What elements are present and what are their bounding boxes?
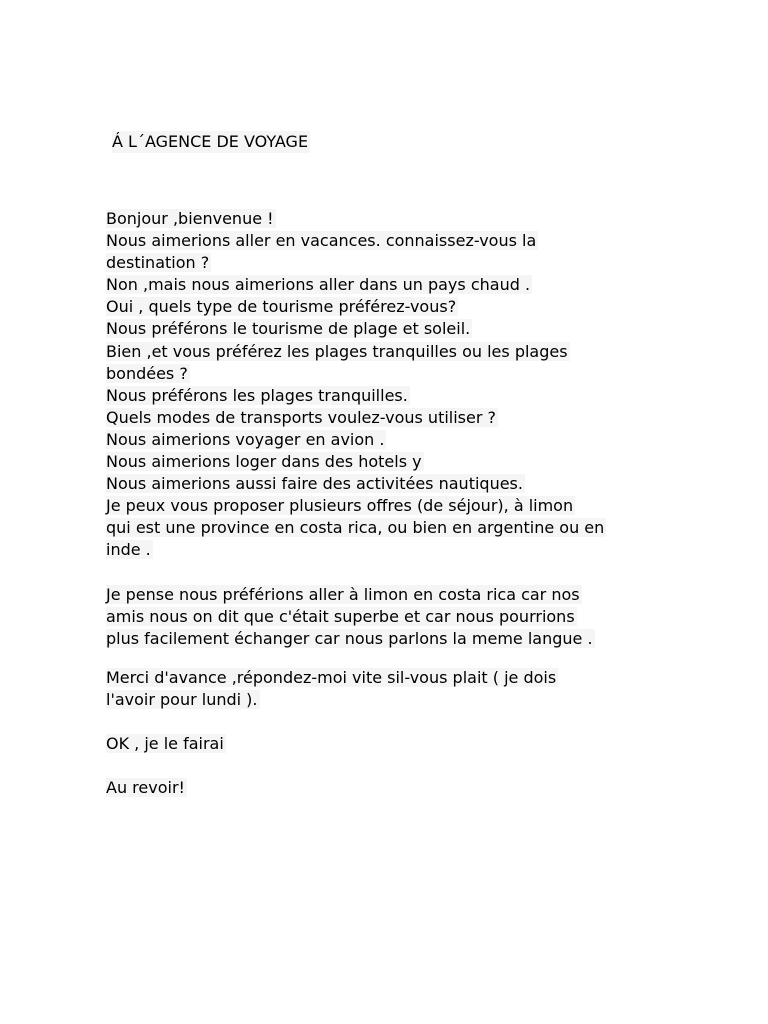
paragraph-gap <box>106 755 676 777</box>
text-line: Nous aimerions aller en vacances. connaissez-vous la <box>106 231 537 251</box>
text-line: Je peux vous proposer plusieurs offres (de séjour), à limon <box>106 496 574 516</box>
text-line: Non ,mais nous aimerions aller dans un pays chaud . <box>106 275 531 295</box>
document-title: Á L´AGENCE DE VOYAGE <box>112 132 309 151</box>
text-line: Nous préférons les plages tranquilles. <box>106 385 408 405</box>
text-line: amis nous on dit que c'était superbe et car nous pourrions <box>106 606 575 626</box>
document-body <box>106 208 676 799</box>
text-line: destination ? <box>106 253 210 273</box>
text-line: Merci d'avance ,répondez-moi vite sil-vous plait ( je dois <box>106 667 557 687</box>
text-line: Bonjour ,bienvenue ! <box>106 209 274 228</box>
text-line: bondées ? <box>106 363 188 383</box>
paragraph-gap <box>106 562 676 584</box>
text-line: Nous aimerions voyager en avion . <box>106 429 385 449</box>
text-line: Nous aimerions loger dans des hotels y <box>106 452 422 472</box>
text-line: Bien ,et vous préférez les plages tranquilles ou les plages <box>106 341 568 361</box>
text-line: l'avoir pour lundi ). <box>106 689 258 709</box>
reply-line: OK , je le fairai <box>106 733 224 753</box>
text-line: plus facilement échanger car nous parlons la meme langue . <box>106 628 593 648</box>
text-line: Je pense nous préférions aller à limon en costa rica car nos <box>106 584 580 604</box>
closing-line: Au revoir! <box>106 778 185 798</box>
paragraph-gap <box>106 711 676 733</box>
text-line: qui est une province en costa rica, ou bien en argentine ou en <box>106 518 605 538</box>
text-line: Nous aimerions aussi faire des activitées nautiques. <box>106 474 523 494</box>
text-line: Quels modes de transports voulez-vous utiliser ? <box>106 407 497 427</box>
text-line: inde . <box>106 540 151 560</box>
paragraph-gap <box>106 650 676 667</box>
text-line: Oui , quels type de tourisme préférez-vous? <box>106 297 457 317</box>
text-line: Nous préférons le tourisme de plage et soleil. <box>106 319 471 339</box>
